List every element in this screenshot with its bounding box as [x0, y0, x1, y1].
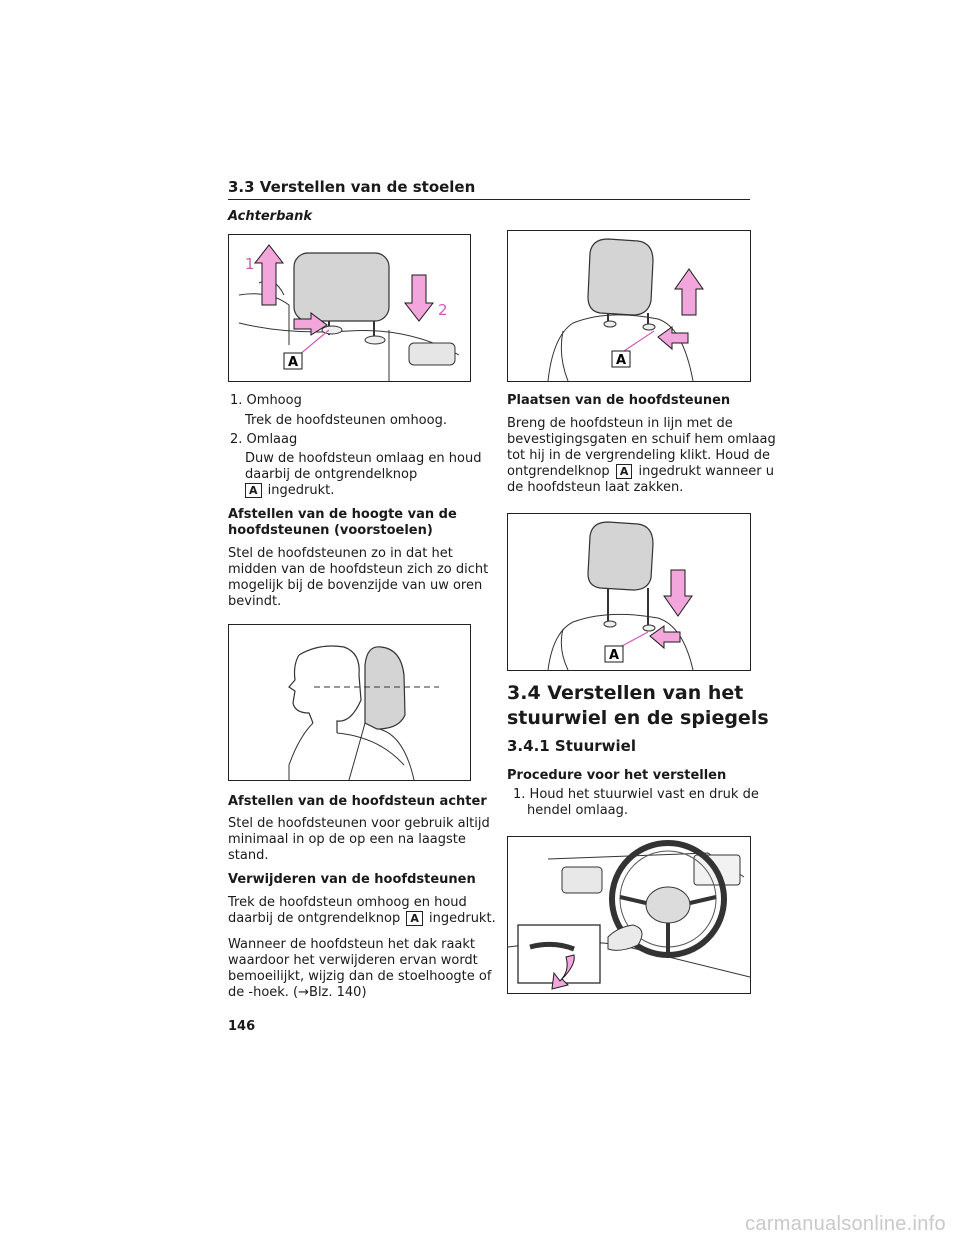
arrow-label-1: 1	[245, 255, 255, 273]
callout-a: A	[608, 648, 620, 663]
button-a-badge: A	[406, 911, 423, 926]
paragraph-line: midden van de hoofdsteun zich zo dicht	[228, 562, 489, 577]
callout-a: A	[287, 355, 299, 370]
section-heading: Afstellen van de hoogte van de	[228, 507, 457, 522]
list-item-text: hendel omlaag.	[527, 803, 629, 818]
figure-place-headrest	[507, 513, 751, 671]
paragraph-line: ontgrendelknop A ingedrukt wanneer u	[507, 464, 774, 479]
paragraph-line: bemoeilijkt, wijzig dan de stoelhoogte of	[228, 969, 492, 984]
steering-wheel-illustration	[508, 837, 750, 993]
section-heading: Procedure voor het verstellen	[507, 768, 727, 783]
section-heading: Verwijderen van de hoofdsteunen	[228, 872, 476, 887]
header-divider	[228, 199, 750, 200]
figure-rear-headrest	[228, 234, 471, 382]
callout-a: A	[615, 353, 627, 368]
list-item	[230, 392, 302, 409]
paragraph-line: Stel de hoofdsteunen voor gebruik altijd	[228, 816, 490, 831]
paragraph-line: bevestigingsgaten en schuif hem omlaag	[507, 432, 776, 447]
list-item	[230, 431, 297, 448]
list-number: 1.	[230, 393, 243, 408]
list-item: 1. Houd het stuurwiel vast en druk de	[513, 787, 759, 802]
figure-steering-wheel	[507, 836, 751, 994]
button-a-badge: A	[616, 464, 633, 479]
paragraph-line: tot hij in de vergrendeling klikt. Houd de	[507, 448, 770, 463]
paragraph-line: waardoor het verwijderen ervan wordt	[228, 953, 478, 968]
arrow-label-2: 2	[438, 301, 448, 319]
list-title: Omlaag	[246, 432, 298, 447]
remove-headrest-illustration	[508, 231, 750, 381]
place-headrest-illustration	[508, 514, 750, 670]
rear-headrest-illustration	[229, 235, 470, 381]
figure-remove-headrest	[507, 230, 751, 382]
list-number: 2.	[230, 432, 243, 447]
section-title: 3.3 Verstellen van de stoelen	[228, 178, 476, 196]
paragraph-line: bevindt.	[228, 594, 282, 609]
list-item-text: Duw de hoofdsteun omlaag en houd	[245, 451, 482, 466]
paragraph-line: mogelijk bij de bovenzijde van uw oren	[228, 578, 483, 593]
button-a-badge: A	[245, 483, 262, 498]
page-number: 146	[228, 1019, 256, 1034]
chapter-heading: 3.4 Verstellen van het	[507, 682, 744, 704]
subsection-heading: 3.4.1 Stuurwiel	[507, 737, 636, 755]
paragraph-line: Wanneer de hoofdsteun het dak raakt	[228, 937, 476, 952]
list-item-text: Trek de hoofdsteunen omhoog.	[245, 413, 447, 428]
section-heading: Plaatsen van de hoofdsteunen	[507, 393, 731, 408]
list-title: Omhoog	[246, 393, 302, 408]
list-item-text: daarbij de ontgrendelknop	[245, 467, 418, 482]
figure-head-alignment	[228, 624, 471, 781]
subtitle-achterbank: Achterbank	[228, 209, 313, 224]
paragraph-line: Breng de hoofdsteun in lijn met de	[507, 416, 733, 431]
watermark: carmanualsonline.info	[745, 1213, 946, 1235]
paragraph-line: de -hoek. (→Blz. 140)	[228, 985, 367, 1000]
section-heading: hoofdsteunen (voorstoelen)	[228, 523, 433, 538]
list-item-text: A ingedrukt.	[245, 482, 334, 499]
section-heading: Afstellen van de hoofdsteun achter	[228, 794, 487, 809]
paragraph-line: de hoofdsteun laat zakken.	[507, 480, 684, 495]
paragraph-line: daarbij de ontgrendelknop A ingedrukt.	[228, 911, 496, 926]
paragraph-line: minimaal in op de op een na laagste	[228, 832, 466, 847]
head-alignment-illustration	[229, 625, 470, 780]
paragraph-line: Stel de hoofdsteunen zo in dat het	[228, 546, 453, 561]
paragraph-line: Trek de hoofdsteun omhoog en houd	[228, 895, 467, 910]
paragraph-line: stand.	[228, 848, 269, 863]
chapter-heading: stuurwiel en de spiegels	[507, 707, 769, 729]
list-number: 1.	[513, 787, 526, 802]
